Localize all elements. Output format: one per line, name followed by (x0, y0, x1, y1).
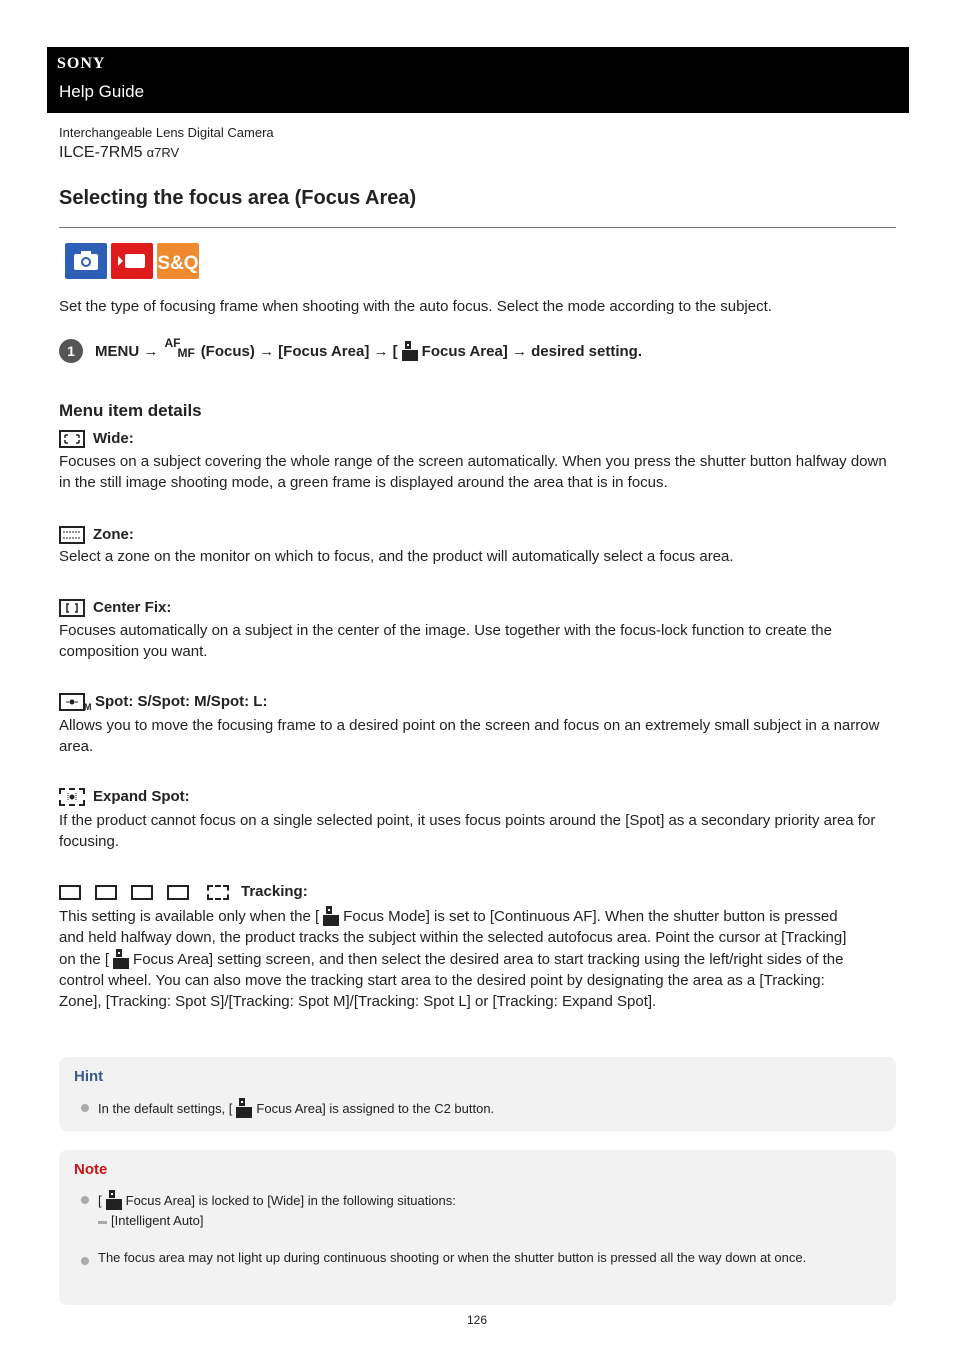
menu-details-heading: Menu item details (59, 401, 202, 420)
center-fix-label: Center Fix: (93, 599, 172, 616)
center-fix-focus-icon (59, 599, 85, 617)
tracking-line-1a: This setting is available only when the [ (59, 908, 320, 925)
zone-focus-icon (59, 526, 85, 544)
photo-mode-icon (65, 243, 107, 279)
title-divider (59, 227, 896, 228)
product-model (59, 144, 179, 162)
s-and-q-mode-icon (157, 243, 199, 279)
expand-spot-label: Expand Spot: (93, 788, 190, 805)
note-item-2: The focus area may not light up during continuous shooting or when the shutter button is pressed all the way down at once. (98, 1250, 807, 1265)
tracking-line-3a: on the [ (59, 951, 110, 968)
zone-description: Select a zone on the monitor on which to focus, and the product will automatically select a focus area. (59, 548, 734, 565)
hint-text-b: Focus Area] is assigned to the C2 button. (256, 1101, 495, 1116)
tracking-label: Tracking: (241, 883, 308, 900)
step-setting-text: Focus Area] → desired setting. (421, 343, 642, 360)
tracking-line-1b: Focus Mode] is set to [Continuous AF]. When the shutter button is pressed (343, 908, 838, 925)
center-fix-label-row (59, 599, 171, 621)
wide-focus-icon (59, 430, 85, 448)
tracking-wide-icon (59, 885, 81, 900)
tracking-label-row (59, 883, 308, 905)
spot-label-row (59, 693, 267, 715)
hint-text-a: In the default settings, [ (98, 1101, 233, 1116)
step-instruction (95, 336, 642, 362)
step-number-badge: 1 (59, 339, 83, 363)
hint-text (98, 1097, 494, 1119)
still-camera-icon (401, 340, 419, 362)
hint-box (59, 1057, 896, 1131)
tracking-line-2: and held halfway down, the product tracks the subject within the selected autofocus area. Point the cursor at [Tracking] (59, 929, 847, 946)
note-bullet-1 (81, 1196, 89, 1204)
hint-title: Hint (74, 1068, 104, 1085)
model-number: ILCE-7RM5 (59, 144, 143, 161)
still-camera-icon (112, 948, 130, 970)
tracking-center-fix-icon (131, 885, 153, 900)
spot-focus-icon (59, 693, 92, 713)
expand-spot-label-row (59, 788, 190, 810)
note-box (59, 1150, 896, 1305)
note-title: Note (74, 1161, 108, 1178)
s-and-q-label: S&Q (157, 253, 199, 274)
page-title: Selecting the focus area (Focus Area) (59, 187, 417, 209)
product-type: Interchangeable Lens Digital Camera (59, 125, 274, 140)
zone-label-row (59, 526, 134, 548)
wide-label-row (59, 430, 134, 452)
zone-label: Zone: (93, 526, 134, 543)
tracking-line-3b: Focus Area] setting screen, and then select the desired area to start tracking using the left/right sides of the (133, 951, 844, 968)
center-fix-description: Focuses automatically on a subject in the center of the image. Use together with the focus-lock function to create the composition you want. (59, 622, 832, 660)
tracking-zone-icon (95, 885, 117, 900)
movie-mode-icon (111, 243, 153, 279)
wide-label: Wide: (93, 430, 134, 447)
spot-label: Spot: S/Spot: M/Spot: L: (95, 693, 268, 710)
sony-logo: SONY (57, 55, 106, 72)
expand-spot-focus-icon (59, 788, 85, 806)
wide-description: Focuses on a subject covering the whole range of the screen automatically. When you press the shutter button halfway down in the still image shooting mode, a green frame is displayed around the area that is in focus. (59, 453, 887, 491)
help-guide-label[interactable]: Help Guide (59, 82, 145, 101)
af-text: AF (164, 336, 181, 350)
note-item-1b: Focus Area] is locked to [Wide] in the following situations: (125, 1193, 456, 1208)
note-item-1a: [ (98, 1193, 102, 1208)
expand-spot-description: If the product cannot focus on a single selected point, it uses focus points around the [Spot] as a secondary priority area for focusing. (59, 812, 876, 850)
tracking-line-5: Zone], [Tracking: Spot S]/[Tracking: Spot M]/[Tracking: Spot L] or [Tracking: Expand Spot]. (59, 993, 657, 1010)
tracking-line-3 (59, 948, 894, 970)
still-camera-icon (322, 905, 340, 927)
step-focus-text: (Focus) → [Focus Area] → [ (200, 343, 398, 360)
spot-icon-subscript: M (84, 702, 92, 713)
model-alias: α7RV (146, 145, 180, 160)
note-sub-dash (98, 1221, 107, 1224)
spot-description: Allows you to move the focusing frame to a desired point on the screen and focus on an extremely small subject in a narrow area. (59, 717, 880, 755)
page-number: 126 (466, 1313, 488, 1327)
mf-text: MF (177, 346, 195, 360)
note-sub-item: [Intelligent Auto] (111, 1213, 204, 1228)
tracking-spot-icon (167, 885, 189, 900)
step-menu-text: MENU → (95, 343, 159, 360)
hint-bullet (81, 1104, 89, 1112)
af-mf-icon (163, 336, 197, 360)
note-item-1 (98, 1189, 456, 1211)
header-bar (47, 47, 909, 113)
tracking-expand-spot-icon (207, 885, 229, 900)
tracking-description (59, 905, 894, 1012)
still-camera-icon (235, 1097, 253, 1119)
intro-text: Set the type of focusing frame when shooting with the auto focus. Select the mode according to the subject. (59, 298, 772, 315)
still-camera-icon (105, 1189, 123, 1211)
tracking-line-1 (59, 905, 894, 927)
note-bullet-2 (81, 1257, 89, 1265)
tracking-line-4: control wheel. You can also move the tracking start area to the desired point by designating the area as a [Tracking: (59, 972, 825, 989)
